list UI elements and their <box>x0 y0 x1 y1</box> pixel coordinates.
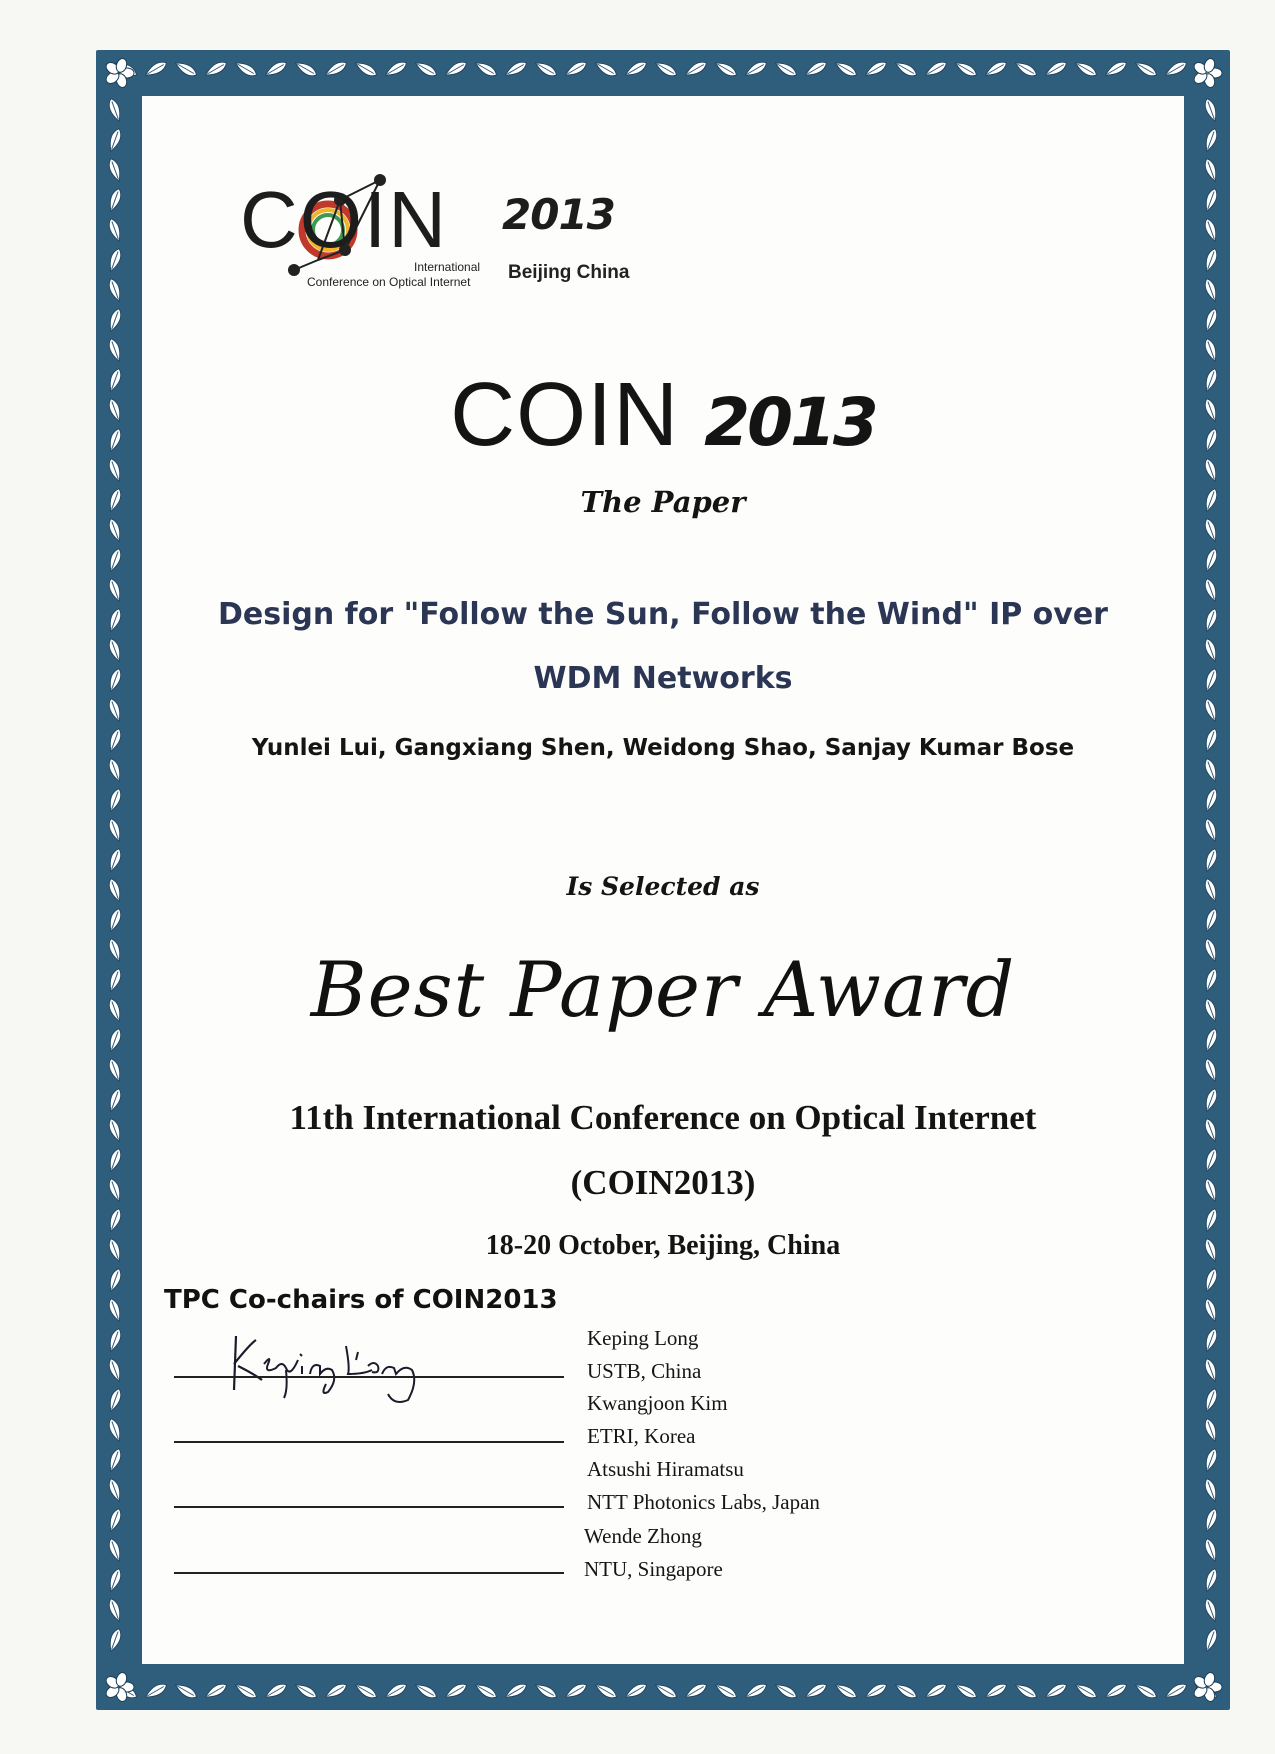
coin2013-logo <box>240 170 640 290</box>
signature-line-2 <box>174 1441 564 1443</box>
chair-name-4: Wende Zhong <box>584 1524 702 1548</box>
conference-name: 11th International Conference on Optical Internet <box>289 1098 1037 1137</box>
signature-line-3 <box>174 1506 564 1508</box>
logo-subtitle-line1: International <box>414 260 481 274</box>
paper-title-line1: Design for "Follow the Sun, Follow the Wind" IP over <box>218 597 1108 632</box>
paper-title-line2: WDM Networks <box>533 661 793 696</box>
conference-short-name: (COIN2013) <box>570 1163 756 1202</box>
the-paper-label: The Paper <box>580 485 746 519</box>
page-title <box>144 365 1182 465</box>
signature-line-1 <box>174 1376 564 1378</box>
title-year: 2013 <box>704 384 876 461</box>
tpc-heading: TPC Co-chairs of COIN2013 <box>164 1285 558 1315</box>
chair-affiliation-1: USTB, China <box>587 1359 702 1383</box>
conference-date: 18-20 October, Beijing, China <box>485 1230 841 1261</box>
selected-as-label: Is Selected as <box>566 872 760 901</box>
chair-name-1: Keping Long <box>587 1326 699 1350</box>
title-coin: COIN <box>450 365 680 465</box>
logo-subtitle-line2: Conference on Optical Internet <box>307 275 471 289</box>
handwritten-signature <box>228 1330 438 1405</box>
signature-line-4 <box>174 1572 564 1574</box>
logo-coin-text: COIN <box>240 175 448 264</box>
authors: Yunlei Lui, Gangxiang Shen, Weidong Shao, Sanjay Kumar Bose <box>251 735 1075 761</box>
chair-affiliation-4: NTU, Singapore <box>584 1557 723 1581</box>
chair-affiliation-3: NTT Photonics Labs, Japan <box>587 1490 820 1514</box>
chair-name-3: Atsushi Hiramatsu <box>587 1457 744 1481</box>
chair-affiliation-2: ETRI, Korea <box>587 1424 696 1448</box>
chair-name-2: Kwangjoon Kim <box>587 1391 728 1415</box>
award-name: Best Paper Award <box>310 945 1016 1034</box>
paper-title <box>144 583 1182 711</box>
logo-place: Beijing China <box>508 262 630 283</box>
logo-year: 2013 <box>502 190 615 239</box>
